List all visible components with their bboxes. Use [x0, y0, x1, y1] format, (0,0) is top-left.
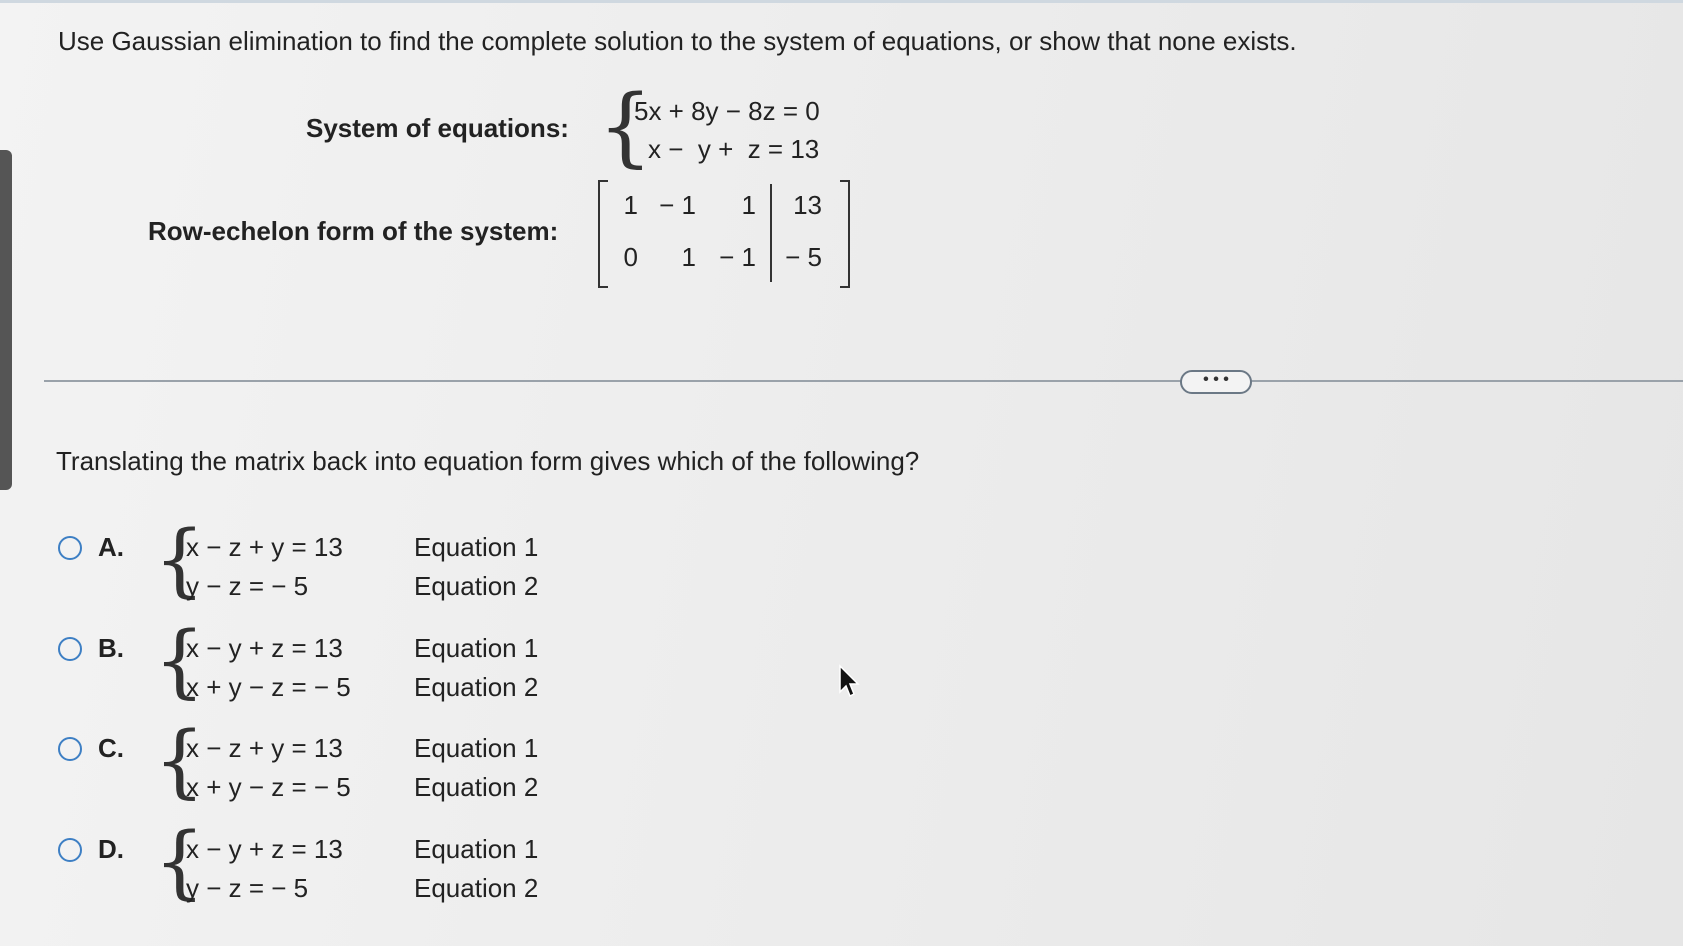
option-tag-1: Equation 1 [414, 834, 539, 864]
option-equation-1: x − z + y = 13 [186, 733, 343, 763]
option-letter: D. [98, 834, 124, 864]
option-tag-2: Equation 2 [414, 772, 539, 802]
matrix-cell: − 1 [659, 190, 696, 220]
row-echelon-label: Row-echelon form of the system: [148, 216, 559, 246]
option-equation-2: y − z = − 5 [186, 571, 309, 601]
option-letter: C. [98, 733, 124, 763]
radio-button[interactable] [58, 737, 82, 761]
option-b[interactable] [58, 614, 618, 709]
brace-icon: { [154, 714, 205, 807]
radio-button[interactable] [58, 838, 82, 862]
option-equation-2: x + y − z = − 5 [186, 772, 351, 802]
radio-button[interactable] [58, 536, 82, 560]
question-text: Use Gaussian elimination to find the complete solution to the system of equations, or show that none exists. [58, 26, 1297, 56]
brace-icon: { [154, 815, 205, 908]
option-equation-1: x − z + y = 13 [186, 532, 343, 562]
augmented-matrix [598, 180, 850, 286]
option-tag-2: Equation 2 [414, 672, 539, 702]
matrix-cell: 1 [623, 190, 638, 220]
option-equation-2: x + y − z = − 5 [186, 672, 351, 702]
brace-icon: { [154, 513, 205, 606]
prompt-text: Translating the matrix back into equation form gives which of the following? [56, 446, 920, 476]
option-equation-1: x − y + z = 13 [186, 834, 343, 864]
matrix-cell: 1 [681, 242, 696, 272]
option-tag-2: Equation 2 [414, 571, 539, 601]
option-d[interactable] [58, 815, 618, 910]
brace-icon: { [154, 614, 205, 707]
option-equation-2: y − z = − 5 [186, 873, 309, 903]
option-a[interactable] [58, 513, 618, 608]
matrix-cell: 1 [741, 190, 756, 220]
system-equation-1: 5x + 8y − 8z = 0 [634, 96, 820, 126]
matrix-cell: 0 [623, 242, 638, 272]
matrix-cell: − 1 [719, 242, 756, 272]
system-brace: { [598, 77, 653, 177]
section-divider [44, 380, 1683, 382]
scrollbar[interactable] [0, 150, 12, 490]
option-tag-1: Equation 1 [414, 733, 539, 763]
option-tag-1: Equation 1 [414, 532, 539, 562]
augment-line [770, 184, 772, 282]
option-tag-2: Equation 2 [414, 873, 539, 903]
option-c[interactable] [58, 714, 618, 809]
radio-button[interactable] [58, 637, 82, 661]
option-letter: A. [98, 532, 124, 562]
option-tag-1: Equation 1 [414, 633, 539, 663]
system-equation-2: x − y + z = 13 [648, 134, 820, 164]
matrix-cell: 13 [793, 190, 822, 220]
system-label: System of equations: [306, 113, 569, 143]
option-equation-1: x − y + z = 13 [186, 633, 343, 663]
matrix-right-bracket [840, 180, 850, 288]
expand-more-button[interactable]: • • • [1180, 370, 1252, 394]
option-letter: B. [98, 633, 124, 663]
top-edge [0, 0, 1683, 3]
matrix-cell: − 5 [785, 242, 822, 272]
mouse-cursor-icon [838, 664, 862, 700]
